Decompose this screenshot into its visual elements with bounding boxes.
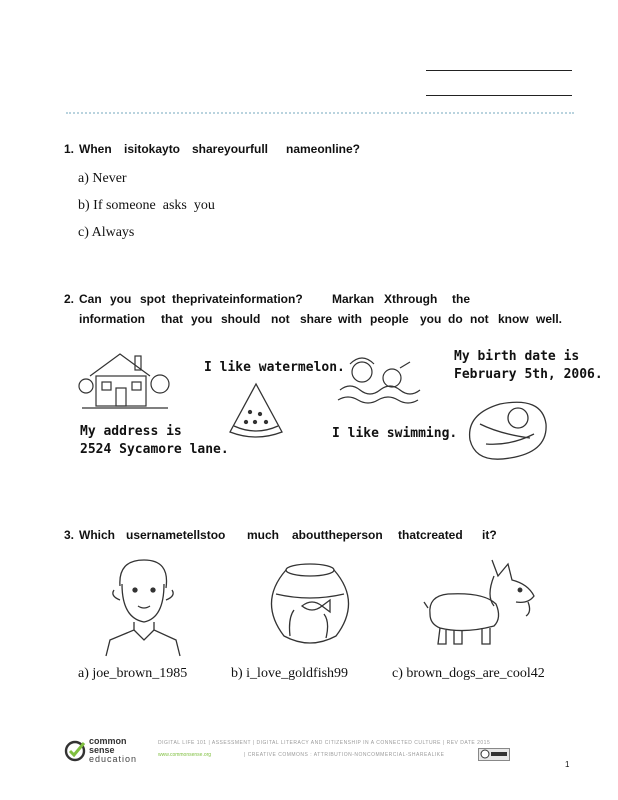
q2-word: you bbox=[420, 312, 442, 326]
logo-text-sense: sense bbox=[89, 745, 115, 755]
creative-commons-badge bbox=[478, 748, 510, 761]
name-line[interactable] bbox=[426, 70, 572, 71]
swimming-kids-icon bbox=[332, 350, 424, 410]
q3-option-a[interactable]: a) joe_brown_1985 bbox=[78, 666, 188, 681]
q1-word: nameonline? bbox=[286, 142, 361, 156]
cc-badge-bar bbox=[491, 752, 507, 756]
page-number: 1 bbox=[565, 760, 570, 769]
date-line[interactable] bbox=[426, 95, 572, 96]
question-number: 3. bbox=[64, 528, 75, 542]
q2-word: should bbox=[221, 312, 261, 326]
header-divider bbox=[66, 112, 574, 114]
q1-option-b[interactable]: b) If someone asks you bbox=[78, 198, 215, 213]
address-text: My address is 2524 Sycamore lane. bbox=[80, 424, 229, 457]
footer-info-line: DIGITAL LIFE 101 | ASSESSMENT | DIGITAL LITERACY AND CITIZENSHIP IN A CONNECTED CULTURE | REV DATE 2015 bbox=[158, 740, 491, 746]
q2-word: you bbox=[191, 312, 213, 326]
q3-word: thatcreated bbox=[398, 528, 463, 542]
q2-word: not bbox=[271, 312, 290, 326]
q1-word: When bbox=[79, 142, 112, 156]
q2-word: spot bbox=[140, 292, 166, 306]
footer-logo bbox=[64, 738, 154, 770]
q2-word: do bbox=[448, 312, 463, 326]
boy-portrait-icon bbox=[100, 556, 186, 656]
card-watermelon[interactable] bbox=[200, 354, 345, 444]
q2-word: you bbox=[110, 292, 132, 306]
footer-link[interactable]: www.commonsense.org bbox=[158, 752, 212, 758]
q2-word: with bbox=[338, 312, 362, 326]
q3-word: it? bbox=[482, 528, 497, 542]
q3-word: usernametellstoo bbox=[126, 528, 226, 542]
q2-word: Markan bbox=[332, 292, 375, 306]
q3-word: abouttheperson bbox=[292, 528, 383, 542]
q1-option-c[interactable]: c) Always bbox=[78, 225, 135, 240]
question-3 bbox=[64, 528, 584, 544]
q3-option-b[interactable]: b) i_love_goldfish99 bbox=[231, 666, 349, 681]
card-address[interactable] bbox=[76, 344, 229, 464]
checkmark-circle-icon bbox=[64, 740, 86, 762]
birth-text: My birth date is February 5th, 2006. bbox=[454, 349, 603, 382]
q1-word: isitokayto bbox=[124, 142, 181, 156]
q3-option-c[interactable]: c) brown_dogs_are_cool42 bbox=[392, 666, 545, 681]
watermelon-icon bbox=[226, 382, 286, 440]
footer-license-line: | CREATIVE COMMONS : ATTRIBUTION-NONCOMMERCIAL-SHAREALIKE bbox=[244, 752, 445, 758]
q1-option-a[interactable]: a) Never bbox=[78, 171, 127, 186]
logo-text-education: education bbox=[89, 754, 138, 764]
question-2 bbox=[64, 292, 584, 332]
q3-word: much bbox=[247, 528, 280, 542]
baby-icon bbox=[460, 394, 552, 464]
q2-word: information bbox=[79, 312, 145, 326]
q3-word: Which bbox=[79, 528, 115, 542]
q2-word: know bbox=[498, 312, 529, 326]
fishbowl-icon bbox=[262, 562, 358, 646]
swimming-text: I like swimming. bbox=[332, 426, 458, 441]
logo-text-common: common bbox=[89, 736, 127, 746]
watermelon-text: I like watermelon. bbox=[204, 360, 345, 375]
q2-word: that bbox=[161, 312, 183, 326]
card-swimming[interactable] bbox=[326, 346, 458, 446]
q2-word: the bbox=[452, 292, 470, 306]
corgi-dog-icon bbox=[424, 556, 544, 648]
house-icon bbox=[80, 346, 170, 416]
question-number: 2. bbox=[64, 292, 75, 306]
q2-word: well. bbox=[536, 312, 563, 326]
q2-word: Xthrough bbox=[384, 292, 438, 306]
q2-word: not bbox=[470, 312, 489, 326]
question-number: 1. bbox=[64, 142, 75, 156]
q2-word: people bbox=[370, 312, 409, 326]
q2-word: Can bbox=[79, 292, 102, 306]
q2-word: theprivateinformation? bbox=[172, 292, 303, 306]
q1-word: shareyourfull bbox=[192, 142, 269, 156]
q2-word: share bbox=[300, 312, 333, 326]
card-birth[interactable] bbox=[450, 344, 603, 464]
cc-icon bbox=[480, 749, 490, 759]
